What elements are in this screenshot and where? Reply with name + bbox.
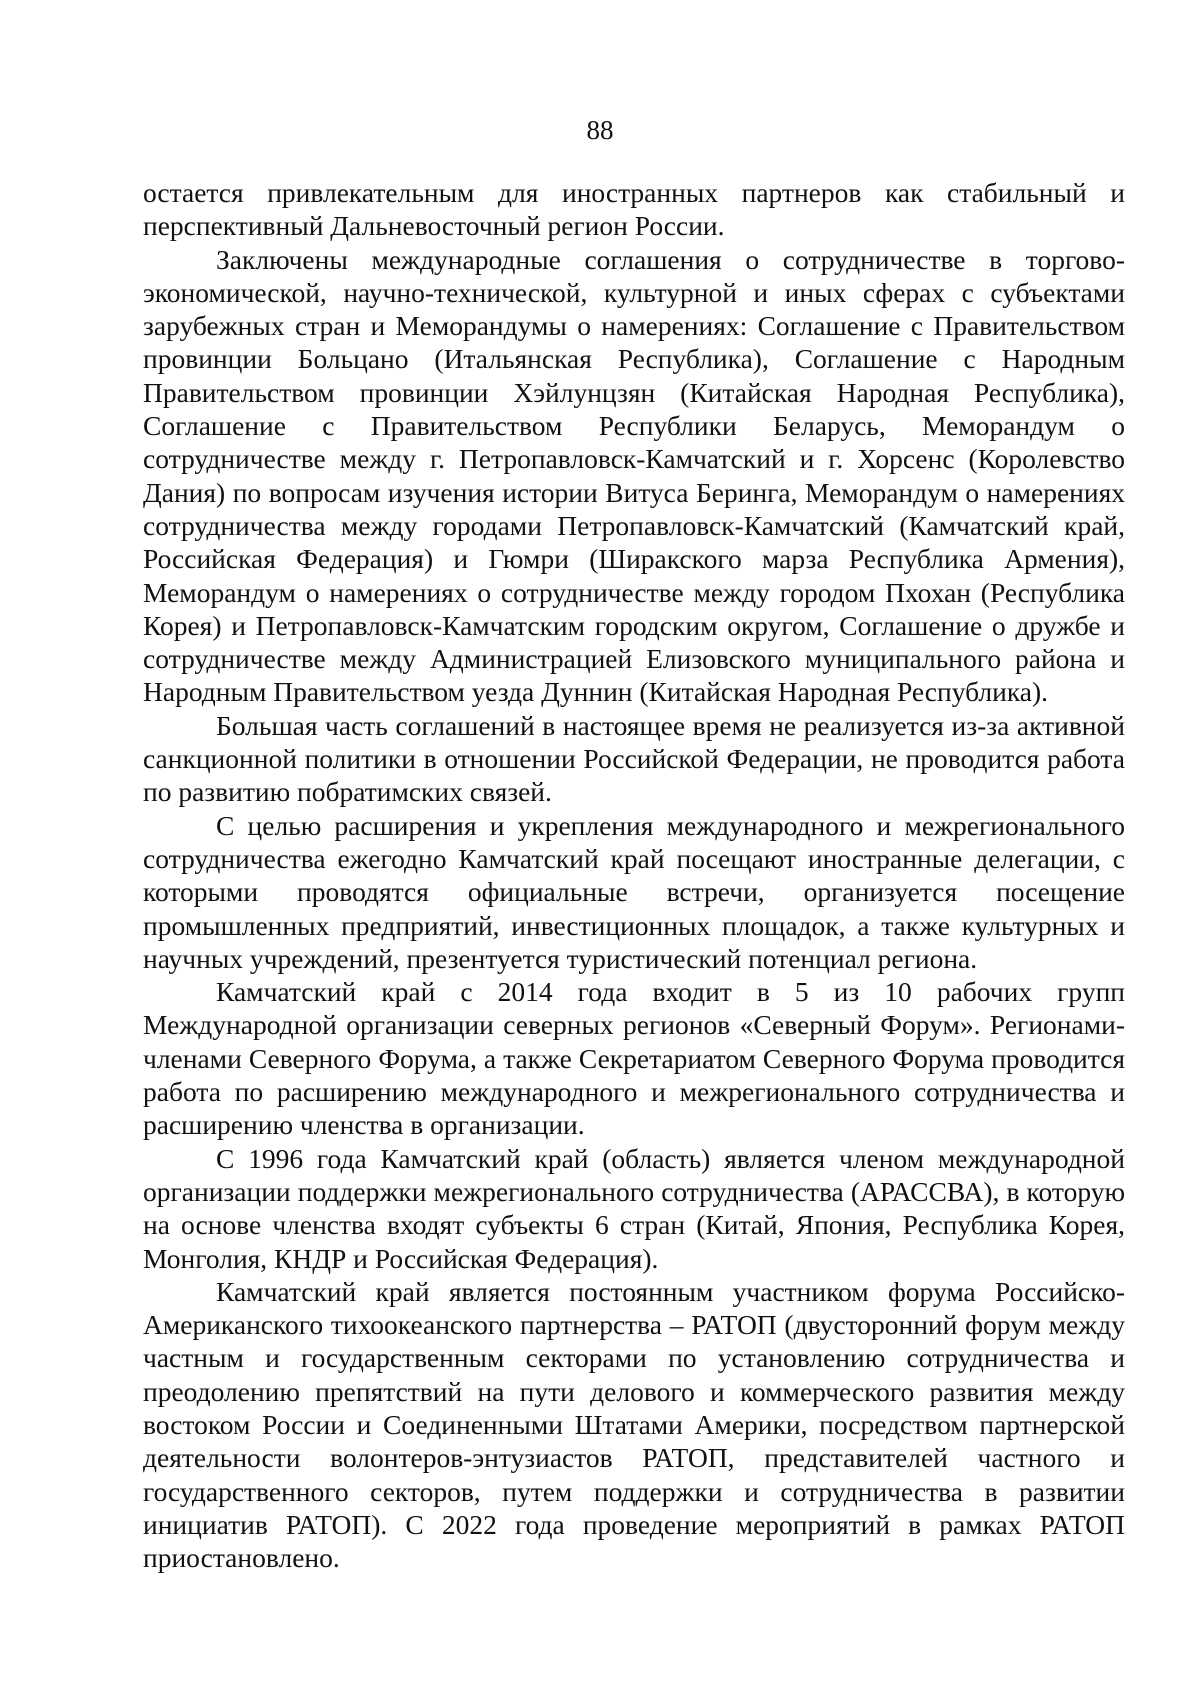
paragraph-ratop: Камчатский край является постоянным участником форума Российско-Американского тихоокеанского партнерства – РАТОП (двусторонний форум между частным и государственным секторами по установлению сотрудничества и преодолению препятствий на пути делового и коммерческого развития между востоком России и Соединенными Штатами Америки, посредством партнерской деятельности волонтеров-энтузиастов РАТОП, представителей частного и государственного секторов, путем поддержки и сотрудничества в развитии инициатив РАТОП). С 2022 года проведение мероприятий в рамках РАТОП приостановлено. <box>143 1275 1125 1574</box>
page-number: 88 <box>586 115 614 145</box>
paragraph-continuation: остается привлекательным для иностранных партнеров как стабильный и перспективный Дальневосточный регион России. <box>143 177 1125 242</box>
paragraph-arassva: С 1996 года Камчатский край (область) является членом международной организации поддержки межрегионального сотрудничества (АРАССВА), в которую на основе членства входят субъекты 6 стран (Китай, Япония, Республика Корея, Монголия, КНДР и Российская Федерация). <box>143 1142 1125 1274</box>
paragraph-foreign-delegations: С целью расширения и укрепления международного и межрегионального сотрудничества ежегодно Камчатский край посещают иностранные делегации, с которыми проводятся официальные встречи, организуется посещение промышленных предприятий, инвестиционных площадок, а также культурных и научных учреждений, презентуется туристический потенциал региона. <box>143 809 1125 974</box>
document-body <box>143 176 1125 1574</box>
paragraph-international-agreements: Заключены международные соглашения о сотрудничестве в торгово-экономической, научно-технической, культурной и иных сферах с субъектами зарубежных стран и Меморандумы о намерениях: Соглашение с Правительством провинции Больцано (Итальянская Республика), Соглашение с Народным Правительством провинции Хэйлунцзян (Китайская Народная Республика), Соглашение с Правительством Республики Беларусь, Меморандум о сотрудничестве между г. Петропавловск-Камчатский и г. Хорсенс (Королевство Дания) по вопросам изучения истории Витуса Беринга, Меморандум о намерениях сотрудничества между городами Петропавловск-Камчатский (Камчатский край, Российская Федерация) и Гюмри (Ширакского марза Республика Армения), Меморандум о намерениях о сотрудничестве между городом Пхохан (Республика Корея) и Петропавловск-Камчатским городским округом, Соглашение о дружбе и сотрудничестве между Администрацией Елизовского муниципального района и Народным Правительством уезда Дуннин (Китайская Народная Республика). <box>143 243 1125 708</box>
paragraph-northern-forum: Камчатский край с 2014 года входит в 5 из 10 рабочих групп Международной организации северных регионов «Северный Форум». Регионами-членами Северного Форума, а также Секретариатом Северного Форума проводится работа по расширению международного и межрегионального сотрудничества и расширению членства в организации. <box>143 976 1125 1141</box>
paragraph-agreements-not-implemented: Большая часть соглашений в настоящее время не реализуется из-за активной санкционной политики в отношении Российской Федерации, не проводится работа по развитию побратимских связей. <box>143 709 1125 808</box>
